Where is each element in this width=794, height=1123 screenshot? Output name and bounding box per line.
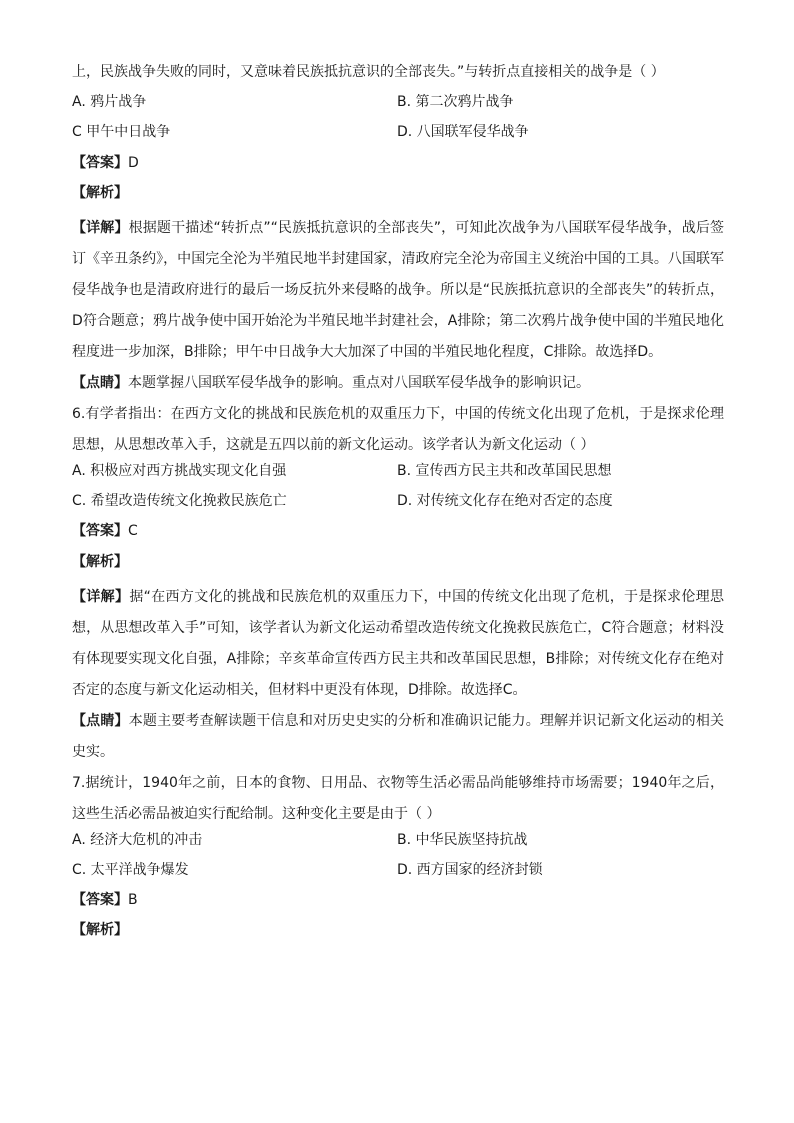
detail-text: 据“在西方文化的挑战和民族危机的双重压力下，中国的传统文化出现了危机，于是探求伦理思想，从思想改革入手”可知，该学者认为新文化运动希望改造传统文化挽救民族危亡，C符合题意；材料没有体现要实现文化自强，A排除；辛亥革命宣传西方民主共和改革国民思想，B排除；对传统文化存在绝对否定的态度与新文化运动相关，但材料中更没有体现，D排除。故选择C。 bbox=[72, 588, 724, 698]
detail-tag: 【详解】 bbox=[72, 219, 129, 236]
q7-option-d: D. 西方国家的经济封锁 bbox=[397, 861, 543, 878]
document-page bbox=[72, 62, 724, 950]
q6-option-d: D. 对传统文化存在绝对否定的态度 bbox=[397, 493, 613, 510]
answer-tag: 【答案】 bbox=[72, 154, 128, 171]
comment-text: 本题主要考查解读题干信息和对历史史实的分析和准确识记能力。理解并识记新文化运动的相关史实。 bbox=[72, 712, 725, 760]
answer-tag: 【答案】 bbox=[72, 892, 128, 909]
comment-text: 本题掌握八国联军侵华战争的影响。重点对八国联军侵华战争的影响识记。 bbox=[128, 374, 590, 391]
q5-option-c: C 甲午中日战争 bbox=[72, 124, 171, 141]
q6-option-b: B. 宣传西方民主共和改革国民思想 bbox=[397, 462, 612, 479]
detail-tag: 【详解】 bbox=[72, 588, 130, 605]
q7-option-a: A. 经济大危机的冲击 bbox=[72, 831, 203, 848]
q5-options-row-2 bbox=[72, 122, 724, 142]
q6-options-row-1 bbox=[72, 461, 724, 481]
analysis-tag: 【解析】 bbox=[72, 922, 128, 939]
q6-stem: 6.有学者指出：在西方文化的挑战和民族危机的双重压力下，中国的传统文化出现了危机，于是探求伦理思想，从思想改革入手，这就是五四以前的新文化运动。该学者认为新文化运动（ ） bbox=[72, 405, 724, 453]
q7-options-row-2 bbox=[72, 860, 724, 880]
q5-option-d: D. 八国联军侵华战争 bbox=[397, 124, 529, 141]
analysis-tag: 【解析】 bbox=[72, 553, 128, 570]
q5-analysis-tag bbox=[72, 183, 724, 203]
q6-analysis-tag bbox=[72, 552, 724, 572]
q6-option-c: C. 希望改造传统文化挽救民族危亡 bbox=[72, 493, 287, 510]
detail-text: 根据题干描述“转折点”“民族抵抗意识的全部丧失”，可知此次战争为八国联军侵华战争，战后签订《辛丑条约》，中国完全沦为半殖民地半封建国家，清政府完全沦为帝国主义统治中国的工具。八国联军侵华战争也是清政府进行的最后一场反抗外来侵略的战争。所以是“民族抵抗意识的全部丧失”的转折点，D符合题意；鸦片战争使中国开始沦为半殖民地半封建社会，A排除；第二次鸦片战争使中国的半殖民地化程度进一步加深，B排除；甲午中日战争大大加深了中国的半殖民地化程度，C排除。故选择D。 bbox=[72, 219, 724, 360]
q7-option-c: C. 太平洋战争爆发 bbox=[72, 861, 189, 878]
q5-stem-tail: 上，民族战争失败的同时，又意味着民族抵抗意识的全部丧失。”与转折点直接相关的战争是（ ） bbox=[72, 64, 665, 80]
q5-options-row-1 bbox=[72, 92, 724, 112]
q5-option-b: B. 第二次鸦片战争 bbox=[397, 94, 514, 111]
q6-detail bbox=[72, 582, 724, 706]
q6-options-row-2 bbox=[72, 491, 724, 511]
q6-option-a: A. 积极应对西方挑战实现文化自强 bbox=[72, 462, 287, 479]
q7-analysis-tag bbox=[72, 920, 724, 940]
comment-tag: 【点睛】 bbox=[72, 374, 128, 391]
answer-value: D bbox=[128, 154, 139, 171]
answer-value: C bbox=[128, 523, 138, 540]
comment-tag: 【点睛】 bbox=[72, 712, 129, 729]
q5-comment bbox=[72, 368, 724, 399]
q5-answer bbox=[72, 153, 724, 173]
q6-comment bbox=[72, 706, 724, 768]
q7-answer bbox=[72, 890, 724, 910]
answer-value: B bbox=[128, 892, 138, 909]
q6-answer bbox=[72, 521, 724, 541]
q7-stem: 7.据统计，1940年之前，日本的食物、日用品、衣物等生活必需品尚能够维持市场需要；1940年之后，这些生活必需品被迫实行配给制。这种变化主要是由于（ ） bbox=[72, 774, 724, 822]
q5-option-a: A. 鸦片战争 bbox=[72, 94, 147, 111]
analysis-tag: 【解析】 bbox=[72, 184, 128, 201]
q7-options-row-1 bbox=[72, 830, 724, 850]
q5-detail bbox=[72, 213, 724, 368]
q7-option-b: B. 中华民族坚持抗战 bbox=[397, 831, 528, 848]
answer-tag: 【答案】 bbox=[72, 523, 128, 540]
